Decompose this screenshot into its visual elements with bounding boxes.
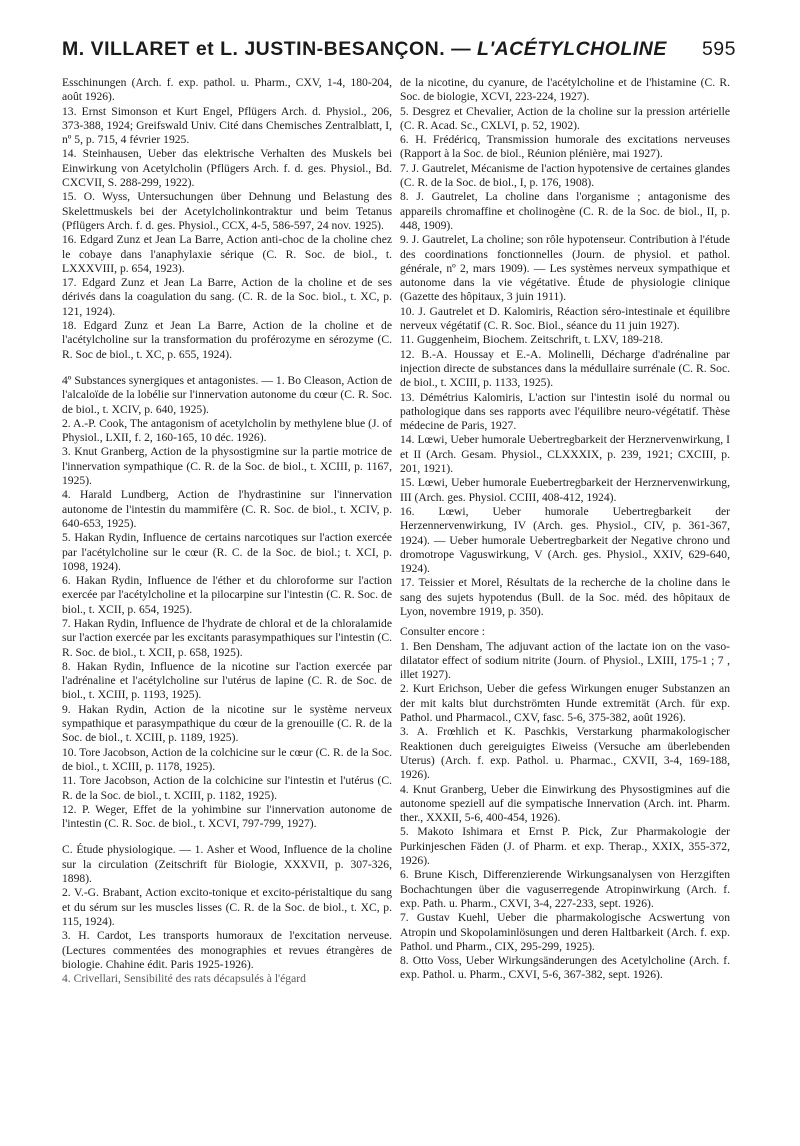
reference-entry: 15. O. Wyss, Untersuchungen über Dehnung und Belastung des Skelettmuskels bei der Acetylcholinkontraktur und beim Tetanus (Pflügers Arch. f. d. ges. Physiol., CCX, 4-5, 586-597, 24 nov. 1925). — [62, 190, 392, 232]
left-column — [62, 76, 392, 986]
reference-entry: 6. Brune Kisch, Differenzierende Wirkungsanalysen von Herzgiften Bochachtungen über die vaguserregende Atropinwirkung (Arch. f. exp. Path. u. Pharm., CXVI, 3-4, 227-233, sept. 1926). — [400, 868, 730, 910]
reference-entry: 5. Desgrez et Chevalier, Action de la choline sur la pression artérielle (C. R. Acad. Sc., CXLVI, p. 52, 1902). — [400, 104, 730, 132]
page-number: 595 — [701, 38, 736, 60]
reference-entry: 17. Edgard Zunz et Jean La Barre, Action de la choline et de ses dérivés dans la coagulation du sang. (C. R. de la Soc. biol., t. XC, p. 121, 1924). — [62, 276, 392, 318]
reference-entry: 4. Knut Granberg, Ueber die Einwirkung des Physostigmines auf die autonome speziell auf die sympatische Innervation (Arch. int. Pharm. ther., XXXII, 5-6, 400-454, 1926). — [400, 782, 730, 825]
reference-entry: 13. Ernst Simonson et Kurt Engel, Pflügers Arch. d. Physiol., 206, 373-388, 1924; Greifswald Univ. Cité dans Chemisches Zentralblatt, I, nº 5, p. 715, 4 février 1925. — [62, 104, 392, 147]
reference-entry: 11. Tore Jacobson, Action de la colchicine sur l'intestin et l'utérus (C. R. de la Soc. de biol., t. XCIII, p. 1182, 1925). — [62, 774, 392, 802]
running-head — [62, 38, 736, 61]
section-heading-substances: 4º Substances synergiques et antagonistes. — 1. Bo Cleason, Action de l'alcaloïde de la lobélie sur l'innervation autonome du cœur (C. R. Soc. de biol., t. XCIV, p. 640, 1925). — [62, 373, 392, 416]
reference-entry: 7. J. Gautrelet, Mécanisme de l'action hypotensive de certaines glandes (C. R. de la Soc. de biol., I, p. 176, 1908). — [400, 161, 730, 190]
reference-entry: 8. Otto Voss, Ueber Wirkungsänderungen des Acetylcholine (Arch. f. exp. Pathol. u. Pharm., CXVI, 5-6, 367-382, sept. 1926). — [400, 954, 730, 982]
reference-entry: 7. Gustav Kuehl, Ueber die pharmakologische Acswertung von Atropin und Skopolaminlösungen und deren Haltbarkeit (Arch. f. exp. Pathol. und Pharm., CIX, 295-299, 1925). — [400, 911, 730, 953]
reference-entry: 2. A.-P. Cook, The antagonism of acetylcholin by methylene blue (J. of Physiol., LXII, f. 2, 160-165, 10 déc. 1926). — [62, 416, 392, 445]
reference-entry: 17. Teissier et Morel, Résultats de la recherche de la choline dans le sang des sujets hypotendus (Bull. de la Soc. méd. des hôpitaux de Lyon, novembre 1919, p. 350). — [400, 576, 730, 618]
reference-entry: 12. P. Weger, Effet de la yohimbine sur l'innervation autonome de l'intestin (C. R. Soc. de biol., t. XCVI, 797-799, 1927). — [62, 802, 392, 831]
reference-entry: 7. Hakan Rydin, Influence de l'hydrate de chloral et de la chloralamide sur l'action exercée par les excitants parasympathiques sur l'intestin (C. R. Soc. de biol., t. XCII, p. 658, 1925). — [62, 616, 392, 659]
section-heading-physiologique: C. Étude physiologique. — 1. Asher et Wood, Influence de la choline sur la circulation (Zeitschrift für Biologie, XXXVII, p. 307-326, 1898). — [62, 843, 392, 886]
reference-entry: 3. Knut Granberg, Action de la physostigmine sur la partie motrice de l'innervation sympathique (C. R. de la Soc. de biol., t. XCIII, p. 1167, 1925). — [62, 445, 392, 488]
reference-entry: 5. Makoto Ishimara et Ernst P. Pick, Zur Pharmakologie der Purkinjeschen Fäden (J. of Pharm. et exp. Therap., XXIX, 355-372, 1926). — [400, 825, 730, 868]
reference-entry: 16. Lœwi, Ueber humorale Uebertregbarkeit der Herzennervenwirkung, IV (Arch. ges. Physiol., CIV, p. 361-367, 1924). — Ueber humorale Uebertregbarkeit der Negative chrono und dromotrope Vaguswirkung, V (Arch. ges. Physiol., XXIV, 629-640, 1924). — [400, 504, 730, 576]
reference-entry: 1. Ben Densham, The adjuvant action of the lactate ion on the vaso-dilatator effect of sodium nitrite (Journ. of Physiol., LXIII, 175-1 ; 7 , illet 1927). — [400, 639, 730, 682]
reference-entry: 9. Hakan Rydin, Action de la nicotine sur le système nerveux sympathique et parasympathique du cœur de la grenouille (C. R. de la Soc. de biol., t. XCIII, p. 1189, 1925). — [62, 702, 392, 745]
reference-entry: 18. Edgard Zunz et Jean La Barre, Action de la choline et de l'acétylcholine sur la transformation du proférozyme en sérozyme (C. R. Soc de biol., t. XC, p. 655, 1924). — [62, 319, 392, 361]
reference-entry: de la nicotine, du cyanure, de l'acétylcholine et de l'histamine (C. R. Soc. de biologie, XCVI, 223-224, 1927). — [400, 76, 730, 104]
reference-entry: 4. Crivellari, Sensibilité des rats décapsulés à l'égard — [62, 972, 306, 986]
reference-entry: 3. A. Frœhlich et K. Paschkis, Verstarkung pharmakologischer Reaktionen duch gereiguigtes Eiweiss (Versuche am überlebenden Uterus) (Arch. f. exp. Pathol. u. Pharmac., CXVII, 3-4, 169-188, 1926). — [400, 725, 730, 782]
reference-entry: 8. Hakan Rydin, Influence de la nicotine sur l'action exercée par l'adrénaline et l'acétylcholine sur l'utérus de lapine (C. R. de Soc. de biol., t. XCIII, p. 1193, 1925). — [62, 659, 392, 702]
reference-entry: 13. Démétrius Kalomiris, L'action sur l'intestin isolé du normal ou pathologique dans ses rapports avec l'équilibre neuro-végétatif. Thèse médecine de Paris, 1927. — [400, 390, 730, 433]
reference-entry: 2. V.-G. Brabant, Action excito-tonique et excito-péristaltique du sang et du sérum sur les muscles lisses (C. R. de la Soc. de biol., t. XC, p. 115, 1924). — [62, 886, 392, 928]
reference-entry: 15. Lœwi, Ueber humorale Euebertregbarkeit der Herznervenwirkung, III (Arch. ges. Physiol. CCIII, 408-412, 1924). — [400, 476, 730, 504]
reference-entry: 6. Hakan Rydin, Influence de l'éther et du chloroforme sur l'action exercée par l'acétylcholine et la pilocarpine sur l'intestin (C. R. Soc. de biol., t. XCII, p. 654, 1925). — [62, 574, 392, 616]
header-dash: — — [451, 38, 472, 60]
reference-entry: 16. Edgard Zunz et Jean La Barre, Action anti-choc de la choline chez le cobaye dans l'anaphylaxie sérique (C. R. Soc. de biol., t. LXXXVIII, p. 654, 1923). — [62, 233, 392, 275]
header-title: L'ACÉTYLCHOLINE — [477, 38, 667, 60]
reference-entry: 9. J. Gautrelet, La choline; son rôle hypotenseur. Contribution à l'étude des coordinations fonctionnelles (Journ. de physiol. et pathol. générale, nº 2, mars 1909). — Les systèmes nerveux sympathique et autonome dans la vie végétative. Étude de physiologie clinique (Gazette des hôpitaux, 3 juin 1911). — [400, 233, 730, 304]
reference-entry: Esschinungen (Arch. f. exp. pathol. u. Pharm., CXV, 1-4, 180-204, août 1926). — [62, 76, 392, 104]
reference-entry: 14. Steinhausen, Ueber das elektrische Verhalten des Muskels bei Einwirkung von Acetylcholin (Pflügers Arch. f. d. ges. Physiol., Bd. CXCVII, S. 288-299, 1922). — [62, 147, 392, 190]
reference-entry: 10. Tore Jacobson, Action de la colchicine sur le cœur (C. R. de la Soc. de biol., t. XCIII, p. 1178, 1925). — [62, 745, 392, 773]
reference-entry: 11. Guggenheim, Biochem. Zeitschrift, t. LXV, 189-218. — [400, 333, 664, 347]
reference-entry: 5. Hakan Rydin, Influence de certains narcotiques sur l'action exercée par l'acétylcholine sur le cœur (R. C. de la Soc. de biol.; t. XCI, p. 1098, 1924). — [62, 531, 392, 573]
header-authors: M. VILLARET et L. JUSTIN-BESANÇON. — [62, 38, 446, 60]
reference-entry: 4. Harald Lundberg, Action de l'hydrastinine sur l'innervation autonome de l'intestin du mammifère (C. R. Soc. de biol., t. XCIV, p. 640-653, 1925). — [62, 488, 392, 530]
reference-entry: 3. H. Cardot, Les transports humoraux de l'excitation nerveuse. (Lectures commentées des monographies et revues étrangères de biologie. Chahine édit. Paris 1925-1926). — [62, 929, 392, 971]
reference-entry: 6. H. Frédéricq, Transmission humorale des excitations nerveuses (Rapport à la Soc. de biol., Réunion plénière, mai 1927). — [400, 133, 730, 161]
reference-entry: 2. Kurt Erichson, Ueber die gefess Wirkungen enuger Substanzen an der mit kalts blut durchströmten Hunde extremität (Arch. für exp. Pathol. und Pharmacol., CXV, fasc. 5-6, 375-382, août 1926). — [400, 682, 730, 725]
section-heading-consulter: Consulter encore : — [400, 625, 485, 639]
reference-entry: 12. B.-A. Houssay et E.-A. Molinelli, Décharge d'adrénaline par injection directe de substances dans la médullaire surrénale (C. R. Soc. de biol., t. XCIII, p. 1133, 1925). — [400, 347, 730, 390]
reference-entry: 14. Lœwi, Ueber humorale Uebertregbarkeit der Herznervenwirkung, I et II (Arch. Gesam. Physiol., CLXXXIX, p. 239, 1921; CXCIII, p. 201, 1921). — [400, 433, 730, 476]
right-column — [400, 76, 730, 983]
reference-entry: 8. J. Gautrelet, La choline dans l'organisme ; antagonisme des appareils chromaffine et cholinogène (C. R. de la Soc. de biol., II, p. 448, 1909). — [400, 190, 730, 232]
reference-entry: 10. J. Gautrelet et D. Kalomiris, Réaction séro-intestinale et équilibre nerveux végétatif (C. R. Soc. Biol., séance du 11 juin 1927). — [400, 304, 730, 333]
